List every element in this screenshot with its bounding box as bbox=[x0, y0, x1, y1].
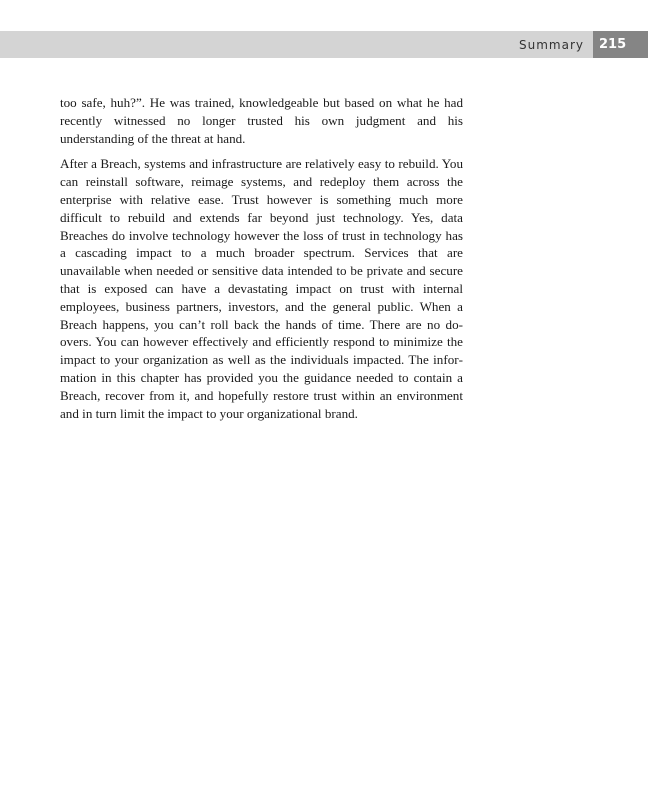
page-number: 215 bbox=[599, 37, 627, 52]
body-text bbox=[60, 94, 463, 430]
running-header-section-title: Summary bbox=[519, 38, 584, 52]
paragraph-summary: After a Breach, systems and infrastructure are relatively easy to rebuild. You can reinstall software, reimage systems, and redeploy them across the enterprise with relative ease. Trust however is something much more difficult to rebuild and extends far beyond just technology. Yes, data Breaches do involve technology however the loss of trust in technology has a cascading impact to a much broader spectrum. Services that are unavailable when needed or sensitive data intended to be private and secure that is exposed can have a devastating impact on trust with internal employees, business partners, investors, and the general public. When a Breach happens, you can’t roll back the hands of time. There are no do-overs. You can however effectively and efficiently respond to minimize the impact to your organization as well as the individuals impacted. The information in this chapter has provided you the guidance needed to contain a Breach, recover from it, and hopefully restore trust within an environment and in turn limit the impact to your organizational brand. bbox=[60, 156, 463, 421]
paragraph-continued: too safe, huh?”. He was trained, knowledgeable but based on what he had recently witnessed no longer trusted his own judgment and his understanding of the threat at hand. bbox=[60, 95, 463, 146]
running-header-bar bbox=[0, 31, 593, 58]
